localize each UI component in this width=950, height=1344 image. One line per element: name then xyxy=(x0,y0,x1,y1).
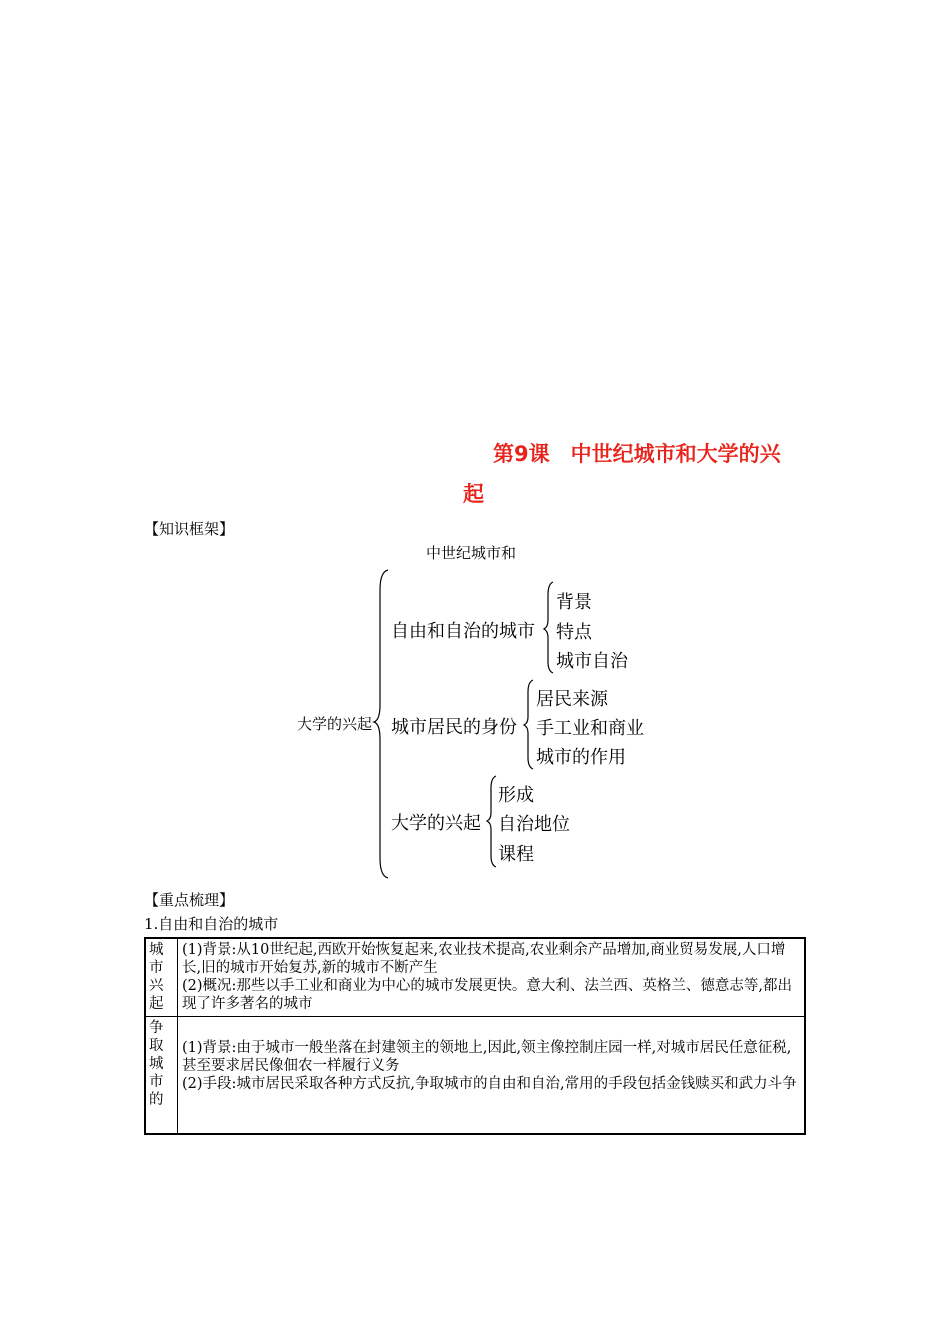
mindmap-root-left: 大学的兴起 xyxy=(297,715,373,733)
branch-2-item: 手工业和商业 xyxy=(536,718,644,739)
branch-3-item: 形成 xyxy=(498,785,534,806)
branch-3-item: 自治地位 xyxy=(498,814,570,835)
branch-1-item: 特点 xyxy=(556,622,592,643)
branch-label-3: 大学的兴起 xyxy=(391,813,481,834)
branch-label-1: 自由和自治的城市 xyxy=(391,621,535,642)
row-paragraph: (1)背景:从10世纪起,西欧开始恢复起来,农业技术提高,农业剩余产品增加,商业贸易发展,人口增长,旧的城市开始复苏,新的城市不断产生 xyxy=(182,942,786,976)
main-brace xyxy=(374,570,388,878)
row-side-label: 争 取 城 市 的 xyxy=(145,1016,178,1134)
brace-2 xyxy=(524,680,533,769)
row-content xyxy=(178,938,806,1016)
branch-2-item: 居民来源 xyxy=(536,689,608,710)
brace-1 xyxy=(544,582,553,673)
mindmap-root-top: 中世纪城市和 xyxy=(426,544,517,562)
brace-3 xyxy=(487,776,496,867)
lesson-title-line2: 起 xyxy=(463,482,484,506)
row-paragraph: (2)手段:城市居民采取各种方式反抗,争取城市的自由和自治,常用的手段包括金钱赎买和武力斗争 xyxy=(182,1075,797,1092)
table-row xyxy=(145,938,805,1016)
row-paragraph: (1)背景:由于城市一般坐落在封建领主的领地上,因此,领主像控制庄园一样,对城市居民任意征税,甚至要求居民像佃农一样履行义务 xyxy=(182,1039,792,1074)
row-content xyxy=(178,1016,806,1134)
review-table xyxy=(144,937,806,1135)
branch-1-item: 背景 xyxy=(556,592,592,613)
branch-1-item: 城市自治 xyxy=(556,651,628,672)
branch-label-2: 城市居民的身份 xyxy=(391,717,517,738)
table-row xyxy=(145,1016,805,1134)
framework-label: 【知识框架】 xyxy=(144,520,235,538)
review-label: 【重点梳理】 xyxy=(144,891,235,909)
review-subtitle: 1.自由和自治的城市 xyxy=(144,915,279,933)
row-paragraph: (2)概况:那些以手工业和商业为中心的城市发展更快。意大利、法兰西、英格兰、德意志等,都出现了许多著名的城市 xyxy=(182,978,793,1012)
row-side-label: 城 市 兴 起 xyxy=(145,938,178,1016)
lesson-title-line1: 第9课 中世纪城市和大学的兴 xyxy=(493,442,781,466)
branch-2-item: 城市的作用 xyxy=(536,747,626,768)
branch-3-item: 课程 xyxy=(498,844,534,865)
